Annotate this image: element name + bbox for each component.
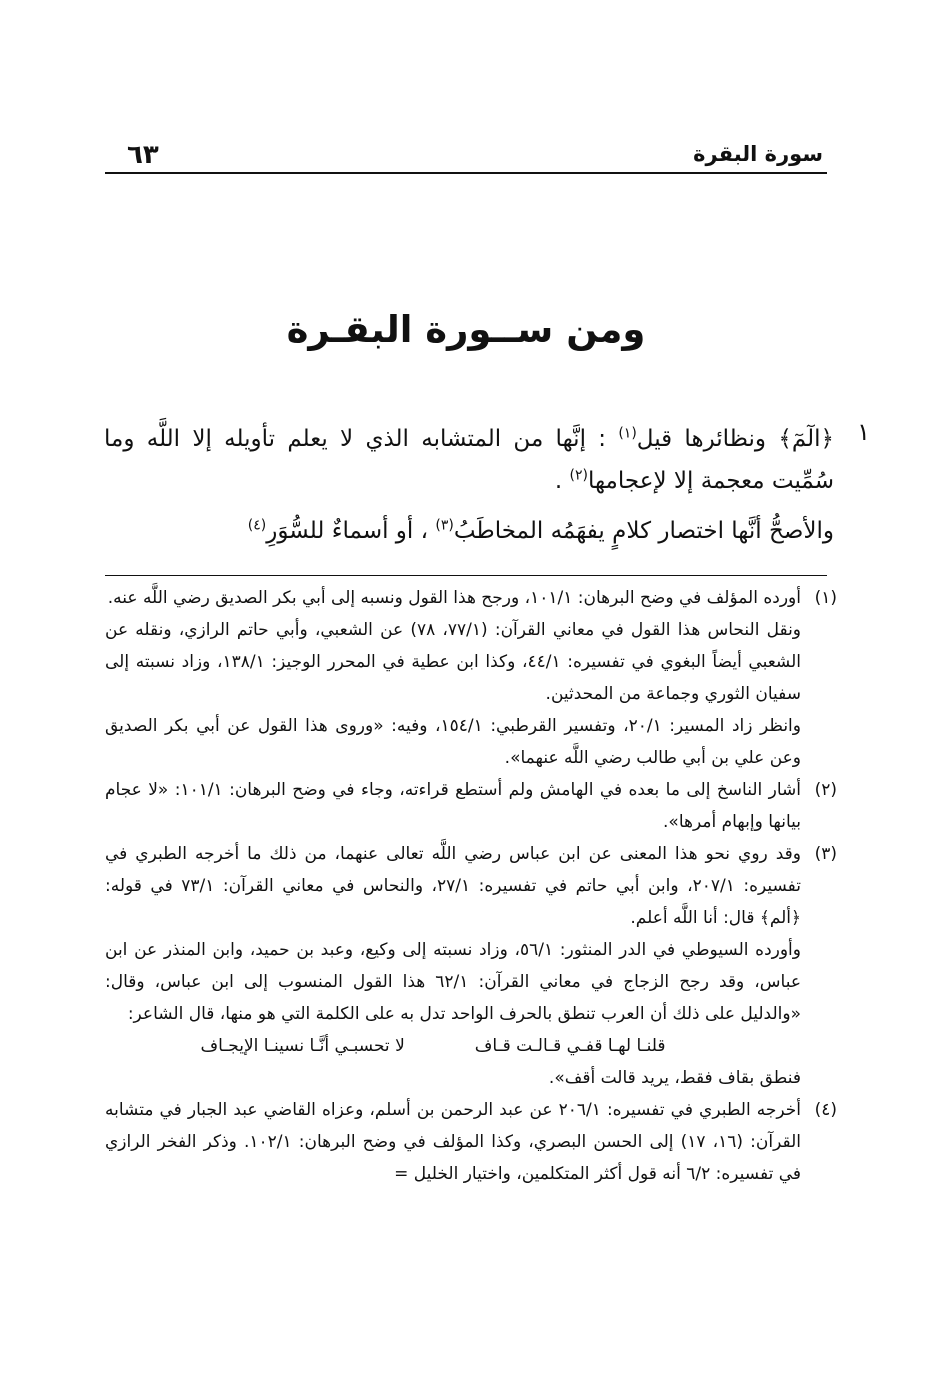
footnotes (105, 582, 837, 1190)
footnote-paragraph: فنطق بقاف فقط، يريد قالت أقف». (548, 1068, 801, 1088)
footnote-2 (105, 774, 837, 838)
footnote-paragraph: ونقل النحاس هذا القول في معاني القرآن: (٧٧/١، ٧٨) عن الشعبي، وأبي حاتم الرازي، ونقله عن الشعبي أيضاً البغوي في تفسيره: ٤٤/١، وكذا ابن عطية في المحرر الوجيز: ١٣٨/١، وزاد نسبته إلى سفيان الثوري وجماعة من المحدثين. (105, 620, 802, 704)
footnote-ref: (٢) (569, 467, 588, 484)
footnote-paragraph: أخرجه الطبري في تفسيره: ٢٠٦/١ عن عبد الرحمن بن أسلم، وعزاه القاضي عبد الجبار في متشابه القرآن: (١٦، ١٧) إلى الحسن البصري، وكذا المؤلف في وضح البرهان: ١٠٢/١. وذكر الفخر الرازي في تفسيره: ٦/٢ أنه قول أكثر المتكلمين، واختيار الخليل = (105, 1100, 801, 1184)
footnote-paragraph: وانظر زاد المسير: ٢٠/١، وتفسير القرطبي: ١٥٤/١، وفيه: «وروى هذا القول عن أبي بكر الصديق وعن علي بن أبي طالب رضي اللَّه عنهما». (105, 716, 801, 768)
entry-line-2 (104, 510, 834, 552)
footnote-paragraph: وأورده السيوطي في الدر المنثور: ٥٦/١، وزاد نسبته إلى وكيع، وعبد بن حميد، وابن المنذر عن ابن عباس، وقد رجح الزجاج في معاني القرآن: ٦٢/١ هذا القول المنسوب إلى ابن عباس، وقال: «والدليل على ذلك أن العرب تنطق بالحرف الواحد تدل به على الكلمة التي هو منها، قال الشاعر: (105, 940, 801, 1024)
entry-text: : إنَّها من المتشابه الذي لا يعلم تأويله إلا اللَّه وما سُمِّيت معجمة إلا لإعجامها (104, 426, 834, 494)
footnote-3 (105, 838, 837, 1094)
chapter-title: ومن ســورة البقـرة (286, 308, 646, 351)
footnote-body (105, 774, 801, 838)
running-head-surah: سورة البقرة (693, 142, 823, 166)
verse-hemistich-2: لا تحسبـي أنَّـا نسينـا الإيجـاف (200, 1036, 405, 1056)
footnote-paragraph: أورده المؤلف في وضح البرهان: ١٠١/١، ورجح هذا القول ونسبه إلى أبي بكر الصديق رضي اللَّه عنه. (107, 588, 801, 608)
entry-body (104, 418, 834, 552)
footnote-number: (١) (814, 588, 837, 608)
poem-verse (105, 1030, 801, 1062)
entry-text: والأصحُّ أنَّها اختصار كلامٍ يفهَمُه المخاطَبُ (453, 518, 834, 544)
main-entry (104, 418, 870, 552)
verse-hemistich-1: قلنـا لهـا قفـي قـالـت قـاف (474, 1036, 666, 1056)
footnote-body (105, 582, 801, 774)
footnote-ref: (٣) (435, 517, 454, 534)
footnote-ref: (١) (618, 425, 637, 442)
page-number: ٦٣ (127, 140, 159, 170)
footnote-ref: (٤) (247, 517, 267, 534)
footnote-paragraph: وقد روي نحو هذا المعنى عن ابن عباس رضي اللَّه تعالى عنهما، من ذلك ما أخرجه الطبري في تفسيره: ٢٠٧/١، وابن أبي حاتم في تفسيره: ٢٧/١، والنحاس في معاني القرآن: ٧٣/١ في قوله: ﴿ألم﴾ قال: أنا اللَّه أعلم. (105, 844, 802, 928)
footnote-body (105, 1094, 801, 1190)
entry-number: ١ (857, 418, 870, 446)
running-header (105, 140, 827, 174)
footnote-body (105, 838, 801, 1094)
footnote-number: (٢) (814, 780, 837, 800)
entry-text: ، أو أسماءٌ للسُّوَرِ (266, 518, 436, 544)
footnote-separator (105, 575, 827, 576)
footnote-1 (105, 582, 837, 774)
entry-text: . (554, 468, 570, 494)
footnote-number: (٤) (814, 1100, 837, 1120)
footnote-paragraph: أشار الناسخ إلى ما بعده في الهامش ولم أستطع قراءته، وجاء في وضح البرهان: ١٠١/١: «لا عجام بيانها وإبهام أمرها». (105, 780, 801, 832)
entry-text: ﴿الٓمٓ﴾ ونظائرها قيل (636, 426, 835, 452)
entry-line-1 (104, 418, 834, 502)
footnote-4 (105, 1094, 837, 1190)
footnote-number: (٣) (814, 844, 837, 864)
